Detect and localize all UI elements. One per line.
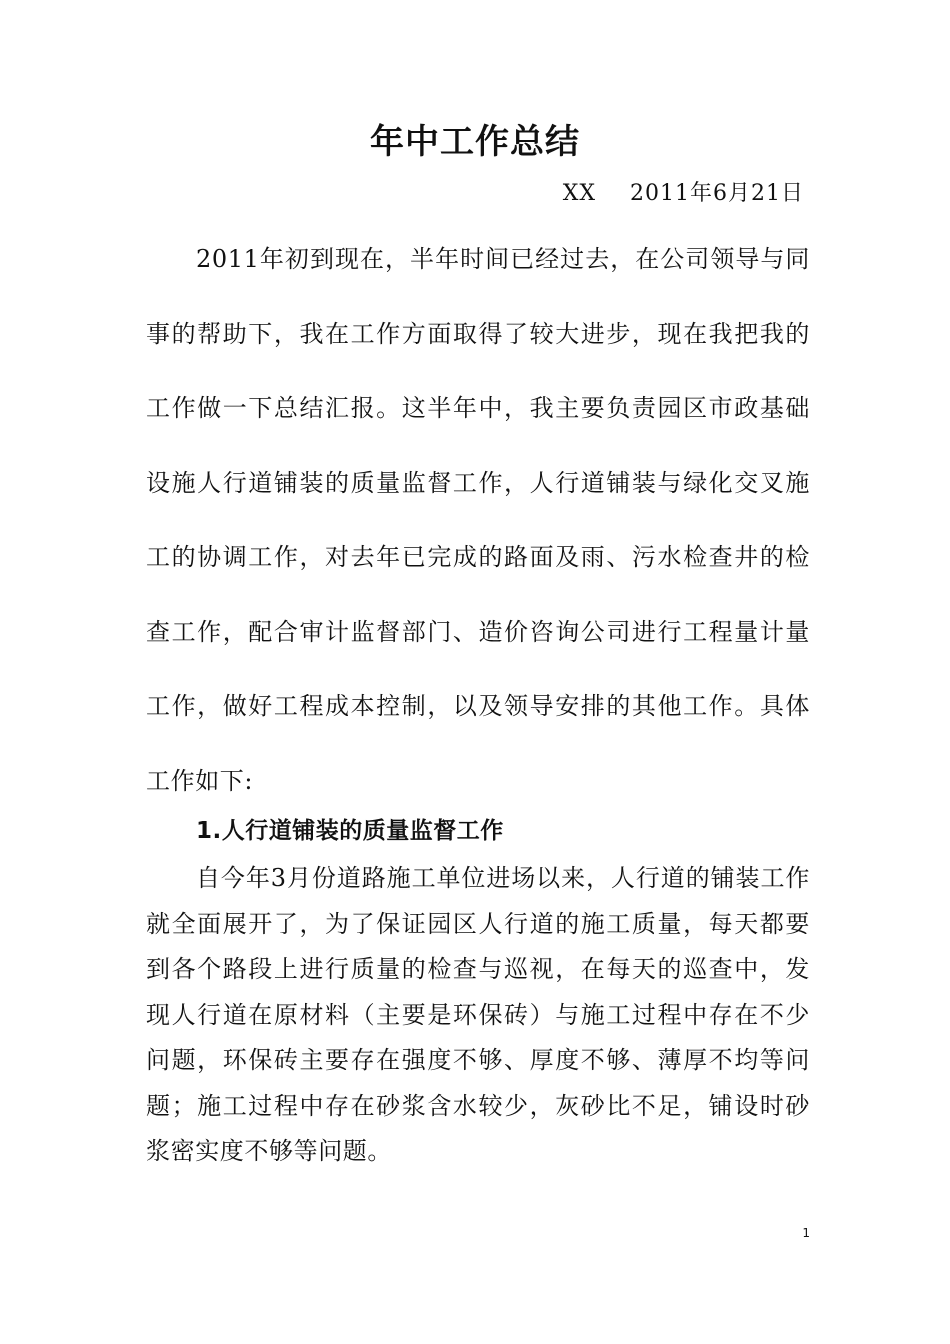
author-name: XX xyxy=(562,181,597,206)
section-1-paragraph: 自今年3月份道路施工单位进场以来，人行道的铺装工作就全面展开了，为了保证园区人行道的施工质量，每天都要到各个路段上进行质量的检查与巡视，在每天的巡查中，发现人行道在原材料（主要是环保砖）与施工过程中存在不少问题，环保砖主要存在强度不够、厚度不够、薄厚不均等问题；施工过程中存在砂浆含水较少，灰砂比不足，铺设时砂浆密实度不够等问题。 xyxy=(146,864,810,1165)
intro-paragraph: 2011年初到现在，半年时间已经过去，在公司领导与同事的帮助下，我在工作方面取得了较大进步，现在我把我的工作做一下总结汇报。这半年中，我主要负责园区市政基础设施人行道铺装的质量监督工作，人行道铺装与绿化交叉施工的协调工作，对去年已完成的路面及雨、污水检查井的检查工作，配合审计监督部门、造价咨询公司进行工程量计量工作，做好工程成本控制，以及领导安排的其他工作。具体工作如下: xyxy=(146,245,810,795)
section-heading-1: 1.人行道铺装的质量监督工作 xyxy=(196,818,504,844)
document-date: 2011年6月21日 xyxy=(630,181,804,206)
document-title: 年中工作总结 xyxy=(370,122,580,162)
author-date-line xyxy=(563,176,804,207)
page-number: 1 xyxy=(802,1226,810,1240)
